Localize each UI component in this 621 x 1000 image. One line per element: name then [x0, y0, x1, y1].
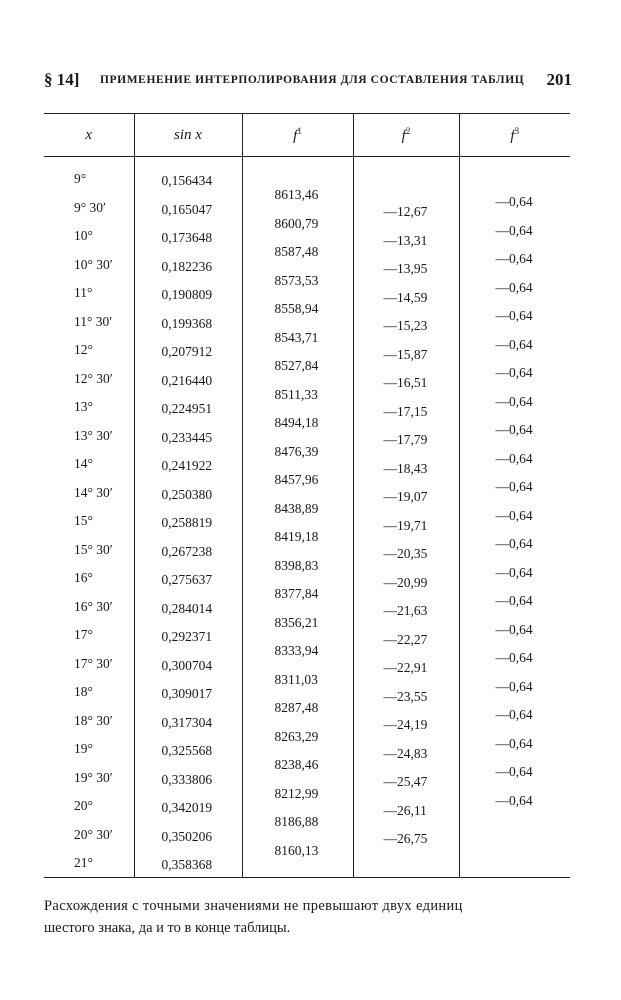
x-value: 20°	[74, 798, 93, 813]
f1-value: 8398,83	[274, 557, 319, 573]
f3-column	[459, 157, 570, 878]
x-value: 19° 30′	[74, 769, 113, 785]
f3-value: —0,64	[495, 422, 533, 437]
f3-value: —0,64	[495, 707, 533, 722]
x-value: 16° 30′	[74, 598, 113, 614]
header-sin-x: sin x	[134, 114, 242, 157]
f2-value: —20,99	[383, 574, 428, 590]
f3-value: —0,64	[495, 450, 533, 466]
header-f1: $f^1$	[242, 114, 353, 157]
x-value: 17°	[74, 627, 93, 642]
f1-value: 8333,94	[274, 643, 319, 658]
sin-x-value: 0,292371	[161, 629, 213, 644]
f2-value: —12,67	[383, 204, 428, 219]
f2-value: —21,63	[383, 603, 428, 618]
f3-value: —0,64	[495, 564, 533, 580]
f1-value: 8558,94	[274, 301, 319, 316]
table-header-row	[44, 114, 570, 157]
sin-x-value: 0,342019	[161, 800, 213, 815]
f1-value: 8511,33	[274, 386, 318, 402]
f1-value: 8287,48	[274, 700, 319, 715]
x-value: 14°	[74, 456, 93, 471]
f1-value: 8600,79	[274, 215, 319, 231]
table-body-row	[44, 157, 570, 878]
sin-x-value: 0,241922	[161, 458, 213, 473]
sin-x-value: 0,156434	[161, 173, 213, 188]
sin-x-value: 0,325568	[161, 743, 213, 758]
x-value: 13°	[74, 399, 93, 414]
f2-value: —20,35	[383, 546, 428, 561]
f3-value: —0,64	[495, 650, 533, 665]
f2-value: —19,71	[383, 517, 428, 533]
x-column	[44, 157, 134, 878]
sin-x-value: 0,317304	[161, 714, 213, 730]
f2-value: —15,87	[383, 346, 428, 362]
sin-x-value: 0,284014	[161, 600, 213, 616]
page-number: 201	[546, 70, 572, 89]
f3-value: —0,64	[495, 194, 533, 209]
f2-value: —26,11	[383, 802, 427, 818]
header-f3: $f^3$	[459, 114, 570, 157]
f3-value: —0,64	[495, 764, 533, 779]
f3-value: —0,64	[495, 678, 533, 694]
f1-value: 8263,29	[274, 728, 319, 744]
f1-value: 8356,21	[274, 614, 319, 630]
f3-value: —0,64	[495, 365, 533, 380]
f3-value: —0,64	[495, 792, 533, 808]
sin-x-column	[134, 157, 242, 878]
sin-x-value: 0,224951	[161, 401, 213, 416]
sin-x-value: 0,165047	[161, 201, 213, 217]
x-value: 11° 30′	[74, 313, 113, 329]
sin-x-value: 0,333806	[161, 771, 213, 787]
f1-value: 8457,96	[274, 472, 319, 487]
x-value: 12° 30′	[74, 370, 113, 386]
f3-value: —0,64	[495, 735, 533, 751]
sin-x-value: 0,182236	[161, 258, 213, 274]
f1-value: 8186,88	[274, 814, 319, 829]
f3-value: —0,64	[495, 279, 533, 295]
f2-value: —14,59	[383, 289, 428, 305]
f1-value: 8438,89	[274, 500, 319, 516]
header-f2: $f^2$	[353, 114, 459, 157]
sin-x-value: 0,275637	[161, 572, 213, 587]
footnote-line-2: шестого знака, да и то в конце таблицы.	[44, 920, 291, 936]
f3-value: —0,64	[495, 222, 533, 238]
f2-value: —24,19	[383, 717, 428, 732]
f2-value: —25,47	[383, 774, 428, 789]
section-number: § 14]	[44, 70, 80, 89]
x-value: 18° 30′	[74, 712, 113, 728]
f1-value: 8160,13	[274, 842, 319, 858]
sin-x-value: 0,207912	[161, 344, 213, 359]
x-value: 14° 30′	[74, 484, 113, 500]
x-value: 20° 30′	[74, 826, 113, 842]
f2-column	[353, 157, 459, 878]
f3-value: —0,64	[495, 621, 533, 637]
f2-value: —24,83	[383, 745, 428, 761]
sin-x-value: 0,258819	[161, 515, 213, 530]
f2-value: —18,43	[383, 460, 428, 476]
f3-value: —0,64	[495, 536, 533, 551]
x-value: 12°	[74, 342, 93, 357]
x-value: 10°	[74, 228, 93, 243]
f1-value: 8238,46	[274, 757, 319, 772]
x-value: 17° 30′	[74, 655, 113, 671]
x-value: 10° 30′	[74, 256, 113, 272]
f3-value: —0,64	[495, 251, 533, 266]
f2-value: —23,55	[383, 688, 428, 704]
x-value: 16°	[74, 570, 93, 585]
f3-value: —0,64	[495, 507, 533, 523]
f1-value: 8613,46	[274, 187, 319, 202]
f1-value: 8311,03	[274, 671, 318, 687]
x-value: 21°	[74, 855, 93, 870]
sin-x-value: 0,358368	[161, 857, 213, 872]
sin-x-value: 0,250380	[161, 486, 213, 502]
footnote-line-1: Расхождения с точными значениями не превышают двух единиц	[44, 898, 463, 914]
header-x: x	[44, 114, 134, 157]
running-header	[44, 70, 572, 94]
f2-value: —19,07	[383, 489, 428, 504]
x-value: 9°	[74, 171, 87, 186]
sin-x-value: 0,309017	[161, 686, 213, 701]
f2-value: —17,79	[383, 432, 428, 447]
sin-x-value: 0,216440	[161, 372, 213, 388]
f3-value: —0,64	[495, 593, 533, 608]
f1-value: 8543,71	[274, 329, 319, 345]
f2-value: —22,91	[383, 660, 428, 675]
f1-value: 8573,53	[274, 272, 319, 288]
sin-x-value: 0,173648	[161, 230, 213, 245]
f1-value: 8494,18	[274, 415, 319, 430]
x-value: 15°	[74, 513, 93, 528]
f3-value: —0,64	[495, 479, 533, 494]
sin-x-value: 0,267238	[161, 543, 213, 559]
f1-value: 8212,99	[274, 785, 319, 801]
f1-value: 8587,48	[274, 244, 319, 259]
f2-value: —26,75	[383, 831, 428, 846]
x-value: 18°	[74, 684, 93, 699]
f1-value: 8527,84	[274, 358, 319, 373]
f1-column	[242, 157, 353, 878]
x-value: 13° 30′	[74, 427, 113, 443]
sin-x-value: 0,233445	[161, 429, 213, 445]
footnote	[44, 895, 572, 939]
f2-value: —15,23	[383, 318, 428, 333]
f2-value: —13,95	[383, 261, 428, 276]
running-title: ПРИМЕНЕНИЕ ИНТЕРПОЛИРОВАНИЯ ДЛЯ СОСТАВЛЕНИЯ ТАБЛИЦ	[100, 74, 525, 86]
f3-value: —0,64	[495, 336, 533, 352]
x-value: 11°	[74, 285, 93, 300]
f2-value: —13,31	[383, 232, 428, 248]
f2-value: —16,51	[383, 375, 428, 390]
f1-value: 8377,84	[274, 586, 319, 601]
f1-value: 8419,18	[274, 529, 319, 544]
sin-x-value: 0,300704	[161, 657, 213, 673]
f2-value: —17,15	[383, 403, 428, 419]
f3-value: —0,64	[495, 308, 533, 323]
f1-value: 8476,39	[274, 443, 319, 459]
x-value: 19°	[74, 741, 93, 756]
sin-x-value: 0,199368	[161, 315, 213, 331]
x-value: 15° 30′	[74, 541, 113, 557]
f3-value: —0,64	[495, 393, 533, 409]
interpolation-table	[44, 113, 570, 878]
sin-x-value: 0,190809	[161, 287, 213, 302]
sin-x-value: 0,350206	[161, 828, 213, 844]
f2-value: —22,27	[383, 631, 428, 647]
x-value: 9° 30′	[74, 199, 106, 215]
